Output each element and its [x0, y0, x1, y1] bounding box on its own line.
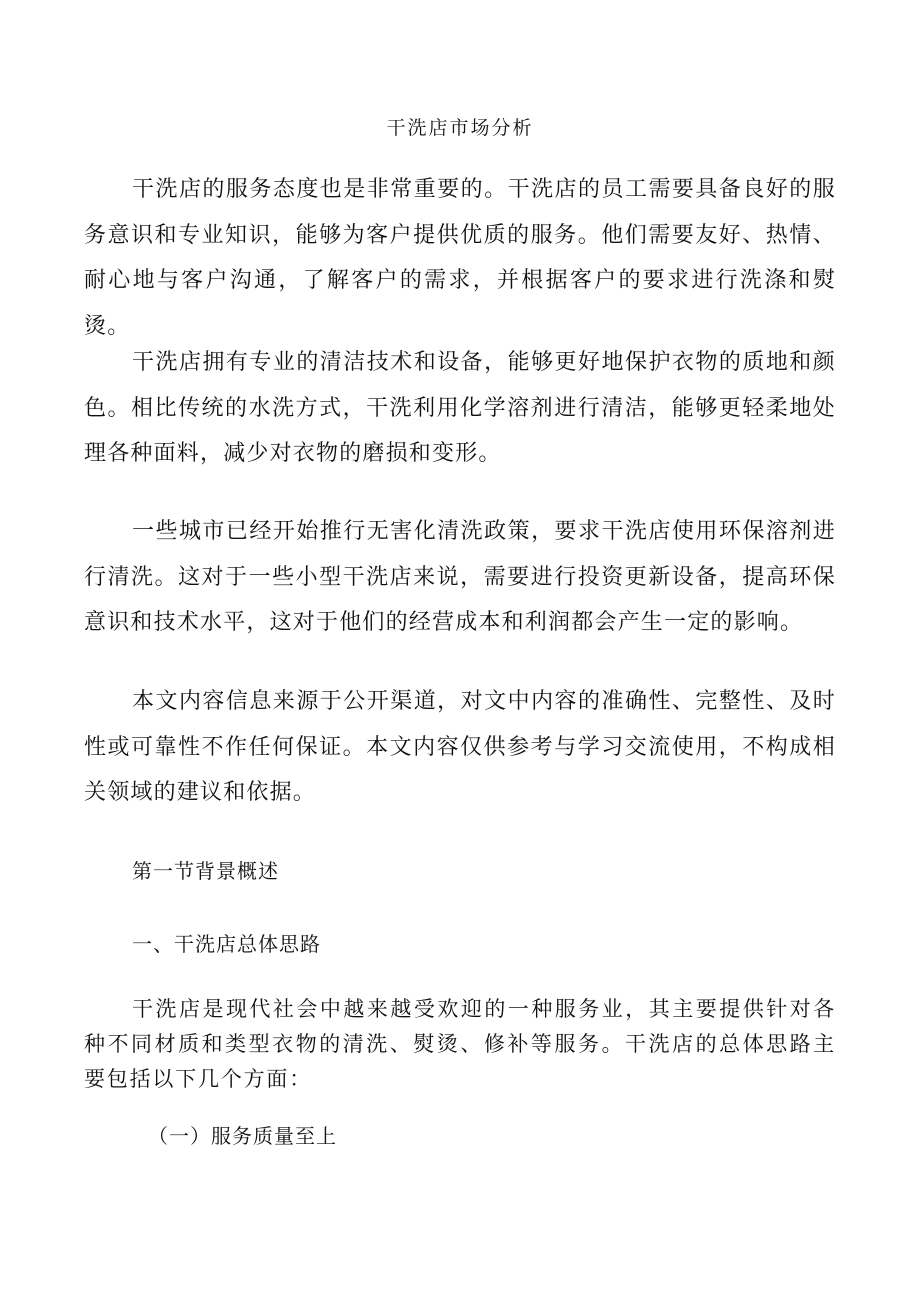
section-heading: 第一节背景概述 — [132, 859, 279, 883]
paragraph-service-attitude: 干洗店的服务态度也是非常重要的。干洗店的员工需要具备良好的服务意识和专业知识，能够为客户提供优质的服务。他们需要友好、热情、耐心地与客户沟通，了解客户的需求，并根据客户的要求进行洗涤和熨烫。 — [84, 177, 836, 339]
item-heading: （一）服务质量至上 — [148, 1124, 337, 1148]
paragraph-cleaning-technology: 干洗店拥有专业的清洁技术和设备，能够更好地保护衣物的质地和颜色。相比传统的水洗方式，干洗利用化学溶剂进行清洁，能够更轻柔地处理各种面料，减少对衣物的磨损和变形。 — [84, 350, 836, 466]
subsection-heading: 一、干洗店总体思路 — [132, 932, 321, 956]
paragraph-overall-approach: 干洗店是现代社会中越来越受欢迎的一种服务业，其主要提供针对各种不同材质和类型衣物的清洗、熨烫、修补等服务。干洗店的总体思路主要包括以下几个方面： — [84, 997, 836, 1091]
document-title: 干洗店市场分析 — [386, 117, 534, 139]
paragraph-environmental-policy: 一些城市已经开始推行无害化清洗政策，要求干洗店使用环保溶剂进行清洗。这对于一些小型干洗店来说，需要进行投资更新设备，提高环保意识和技术水平，这对于他们的经营成本和利润都会产生一定的影响。 — [84, 519, 836, 635]
paragraph-disclaimer: 本文内容信息来源于公开渠道，对文中内容的准确性、完整性、及时性或可靠性不作任何保证。本文内容仅供参考与学习交流使用，不构成相关领域的建议和依据。 — [84, 689, 836, 805]
